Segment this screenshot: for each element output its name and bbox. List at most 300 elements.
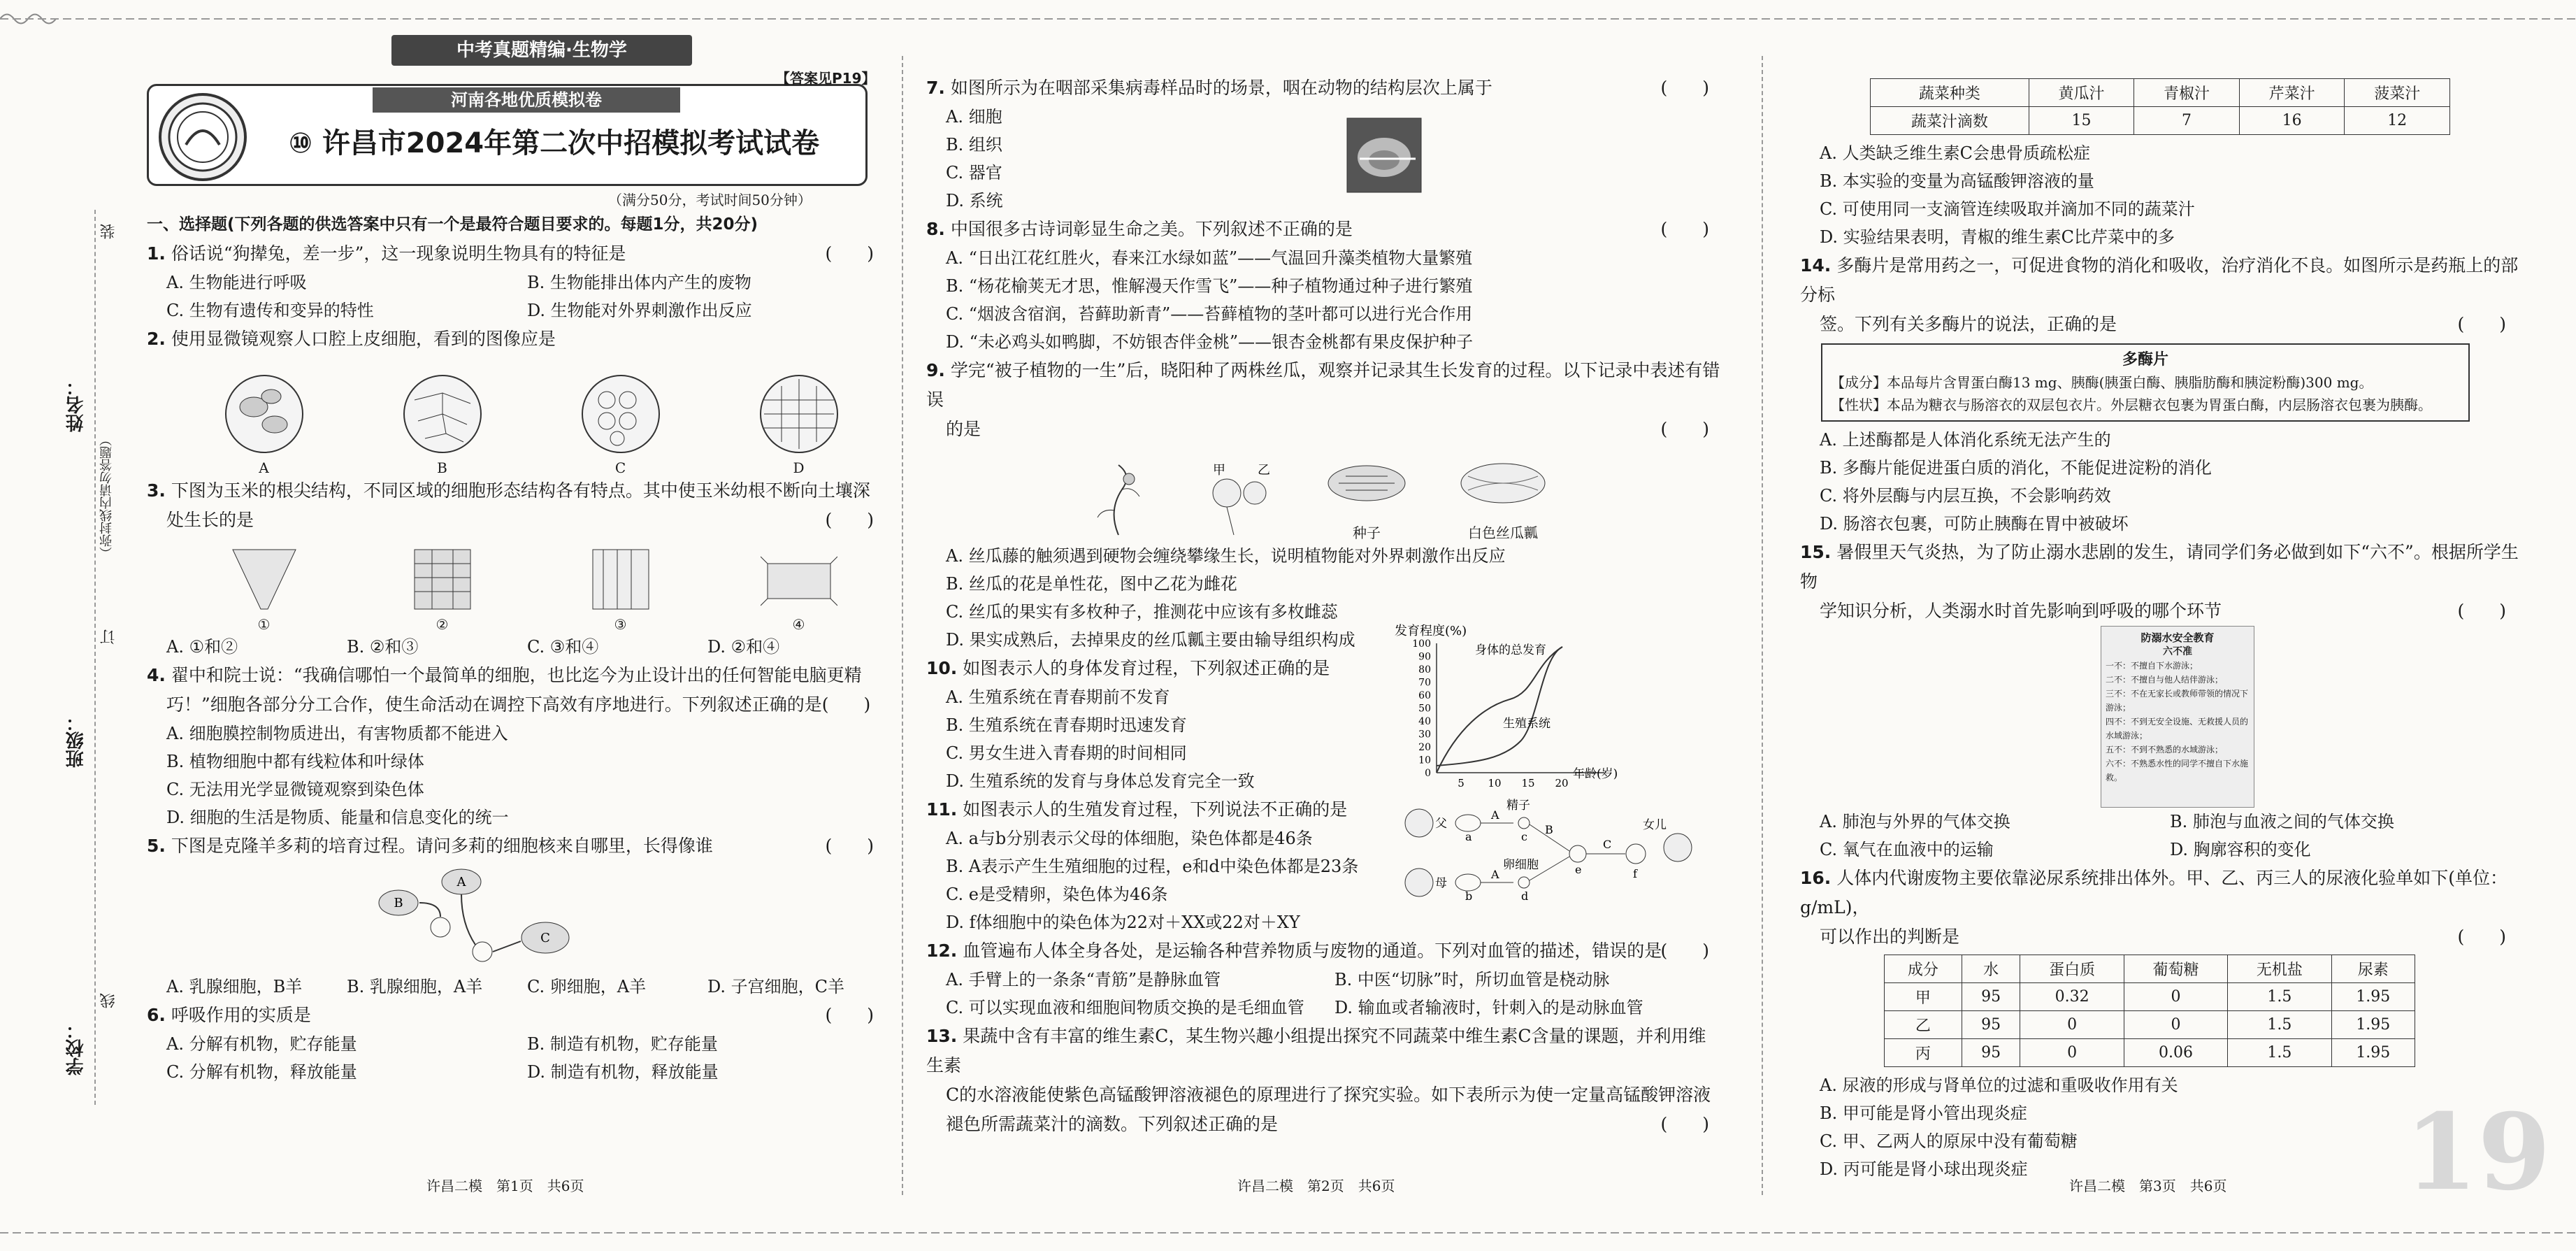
q11-option-d: D. f体细胞中的染色体为22对＋XX或22对＋XY — [946, 913, 1300, 932]
q7-block — [926, 103, 1723, 215]
root-cell-2-icon — [404, 543, 481, 613]
q16-urine-table — [1884, 955, 2415, 1067]
q7-stem: 如图所示为在咽部采集病毒样品时的场景，咽在动物的结构层次上属于 — [950, 78, 1492, 98]
q15-option-b: B. 肺泡与血液之间的气体交换 — [2170, 812, 2394, 831]
exam-meta: （满分50分，考试时间50分钟） — [608, 192, 812, 208]
q5-option-b: B. 乳腺细胞，A羊 — [347, 977, 483, 996]
q9-label-sponge: 白色丝瓜瓤 — [1468, 524, 1538, 541]
q5-number: 5. — [147, 836, 166, 856]
q1-option-c: C. 生物有遗传和变异的特性 — [166, 301, 374, 320]
q10-ytick-label: 30 — [1418, 729, 1431, 741]
q3-figure-2 — [404, 543, 481, 633]
q5-option-c: C. 卵细胞，A羊 — [527, 977, 647, 996]
q4-option-d: D. 细胞的生活是物质、能量和信息变化的统一 — [166, 808, 509, 827]
seal-mark-3: 线 — [100, 993, 117, 1008]
q13-answer-blank: ( ) — [1660, 1114, 1709, 1134]
q3-label-2: ② — [436, 616, 449, 633]
question-15 — [1800, 538, 2520, 596]
q11-block — [926, 795, 1723, 936]
q5-stem: 下图是克隆羊多莉的培育过程。请问多莉的细胞核来自哪里，长得像谁 — [171, 836, 713, 856]
table-cell: 蔬菜种类 — [1871, 79, 2029, 107]
loofah-vine-icon — [1087, 462, 1150, 538]
q16-answer-blank: ( ) — [2457, 927, 2506, 947]
question-6 — [147, 1001, 888, 1030]
poster-title: 防溺水安全教育 — [2140, 631, 2215, 644]
q15-stem: 暑假里天气炎热，为了防止溺水悲剧的发生，请同学们务必做到如下“六不”。根据所学生物 — [1800, 542, 2519, 592]
q15-options — [1800, 808, 2520, 864]
poster-line: 五不：不到不熟悉的水域游泳； — [2106, 745, 2224, 755]
q10-ytick-label: 70 — [1418, 677, 1431, 689]
q3-figure-4 — [761, 543, 837, 633]
q4-option-c: C. 无法用光学显微镜观察到染色体 — [166, 780, 424, 799]
q5-option-d: D. 子宫细胞，C羊 — [707, 977, 845, 996]
q2-label-d: D — [793, 459, 805, 476]
q9-option-d: D. 果实成熟后，去掉果皮的丝瓜瓤主要由输导组织构成 — [946, 630, 1355, 650]
table-cell: 乙 — [1885, 1011, 1962, 1039]
root-cell-4-icon — [761, 543, 837, 613]
q11-f: f — [1633, 867, 1637, 880]
q4-number: 4. — [147, 665, 166, 685]
question-3-cont — [147, 506, 888, 535]
table-cell: 蛋白质 — [2020, 955, 2124, 983]
seal-mark-1: 装 — [100, 224, 117, 239]
microscope-view-a-icon — [222, 372, 306, 456]
q7-option-b: B. 组织 — [946, 135, 1002, 155]
exam-title-box — [147, 84, 868, 186]
q13-stem-3: 褪色所需蔬菜汁的滴数。下列叙述正确的是 — [946, 1114, 1279, 1134]
q3-options — [147, 633, 888, 661]
table-row — [1885, 1011, 2415, 1039]
q3-label-4: ④ — [792, 616, 805, 633]
q13-option-c: C. 可使用同一支滴管连续吸取并滴加不同的蔬菜汁 — [1820, 199, 2195, 219]
binding-sidebar — [28, 210, 117, 1105]
microscope-view-c-icon — [579, 372, 663, 456]
q9-figures — [926, 444, 1723, 542]
class-label: 班级： — [66, 713, 87, 768]
q3-option-a: A. ①和② — [166, 637, 238, 657]
question-16 — [1800, 864, 2520, 922]
table-cell: 葡萄糖 — [2124, 955, 2227, 983]
q1-stem: 俗话说“狗撵兔，差一步”，这一现象说明生物具有的特征是 — [171, 243, 626, 264]
q2-number: 2. — [147, 329, 166, 349]
table-cell: 1.95 — [2331, 1011, 2415, 1039]
table-cell: 芹菜汁 — [2239, 79, 2345, 107]
q14-drug-label — [1821, 343, 2470, 422]
table-cell: 0.06 — [2124, 1039, 2227, 1067]
question-13 — [926, 1022, 1723, 1080]
q15-option-d: D. 胸廓容积的变化 — [2170, 840, 2311, 859]
q8-answer-blank: ( ) — [1660, 219, 1709, 239]
q10-option-b: B. 生殖系统在青春期时迅速发育 — [946, 715, 1187, 735]
bottom-wave-border — [0, 1224, 2576, 1242]
table-cell: 1.95 — [2331, 983, 2415, 1011]
q6-options — [147, 1030, 888, 1086]
q15-answer-blank: ( ) — [2457, 601, 2506, 621]
q10-xlabel: 年龄(岁) — [1573, 767, 1618, 781]
q16-option-c: C. 甲、乙两人的原尿中没有葡萄糖 — [1820, 1131, 2078, 1151]
q6-stem: 呼吸作用的实质是 — [171, 1005, 311, 1025]
q9-number: 9. — [926, 360, 945, 380]
table-cell: 1.5 — [2228, 983, 2331, 1011]
footer-page-3: 许昌二模 第3页 共6页 — [2069, 1178, 2227, 1194]
q9-label-seed: 种子 — [1353, 524, 1381, 541]
table-cell: 黄瓜汁 — [2029, 79, 2134, 107]
q14-stem: 多酶片是常用药之一，可促进食物的消化和吸收，治疗消化不良。如图所示是药瓶上的部分标 — [1800, 255, 2519, 305]
column-2 — [926, 73, 1723, 1188]
table-cell: 水 — [1962, 955, 2020, 983]
column-divider-2 — [1762, 56, 1763, 1195]
seal-line — [94, 210, 96, 1105]
q11-e: e — [1575, 863, 1582, 876]
table-cell: 12 — [2345, 107, 2450, 135]
q12-number: 12. — [926, 941, 958, 961]
q9-label-jia: 甲 — [1213, 463, 1225, 478]
poster-line: 三不：不在无家长或教师带领的情况下游泳； — [2106, 689, 2249, 713]
q3-option-b: B. ②和③ — [347, 637, 419, 657]
name-label: 姓名： — [66, 378, 87, 432]
q10-ytick-label: 80 — [1418, 664, 1431, 675]
q8-option-d: D. “未必鸡头如鸭脚，不妨银杏伴金桃”——银杏金桃都有果皮保护种子 — [946, 332, 1474, 352]
microscope-view-b-icon — [401, 372, 484, 456]
table-cell: 16 — [2239, 107, 2345, 135]
poster-line: 一不：不擅自下水游泳； — [2106, 661, 2199, 671]
q4-stem-2: 巧！”细胞各部分分工合作，使生命活动在调控下高效有序地进行。下列叙述正确的是( ) — [166, 694, 871, 715]
poster-subtitle: 六不准 — [2163, 646, 2192, 657]
q3-stem: 下图为玉米的根尖结构，不同区域的细胞形态结构各有特点。其中使玉米幼根不断向土壤深 — [171, 480, 870, 501]
q10-ytick-label: 20 — [1418, 742, 1431, 753]
q2-figure-b — [401, 372, 484, 476]
q11-A1: A — [1491, 808, 1499, 822]
q13-stem: 果蔬中含有丰富的维生素C，某生物兴趣小组提出探究不同蔬菜中维生素C含量的课题，并利用维生素 — [926, 1026, 1706, 1075]
q15-stem-2: 学知识分析，人类溺水时首先影响到呼吸的哪个环节 — [1820, 601, 2222, 621]
q8-number: 8. — [926, 219, 945, 239]
exam-title — [289, 121, 819, 161]
q10-xticks — [1458, 777, 1568, 789]
q14-option-c: C. 将外层酶与内层互换，不会影响药效 — [1820, 486, 2111, 506]
q10-ytick-label: 50 — [1418, 703, 1431, 715]
q10-option-d: D. 生殖系统的发育与身体总发育完全一致 — [946, 771, 1255, 791]
q9-stem-2: 的是 — [946, 419, 981, 439]
table-cell: 15 — [2029, 107, 2134, 135]
table-cell: 0.32 — [2020, 983, 2124, 1011]
q10-xtick-label: 5 — [1458, 777, 1465, 789]
q9-vine — [1087, 462, 1150, 542]
table-cell: 甲 — [1885, 983, 1962, 1011]
column-divider-1 — [902, 56, 903, 1195]
table-cell: 1.95 — [2331, 1039, 2415, 1067]
q14-answer-blank: ( ) — [2457, 314, 2506, 334]
question-13-cont — [926, 1110, 1723, 1139]
q11-C: C — [1603, 838, 1612, 851]
q16-table-header — [1885, 955, 2415, 983]
q4-option-a: A. 细胞膜控制物质进出，有害物质都不能进入 — [166, 724, 508, 743]
mother-avatar-icon — [1405, 868, 1433, 896]
q16-option-b: B. 甲可能是肾小管出现炎症 — [1820, 1103, 2027, 1123]
q3-figure-1 — [226, 543, 303, 633]
q2-label-b: B — [437, 459, 447, 476]
q6-option-a: A. 分解有机物，贮存能量 — [166, 1034, 357, 1054]
q6-option-c: C. 分解有机物，释放能量 — [166, 1062, 357, 1082]
q12-answer-blank: ( ) — [1660, 941, 1709, 961]
q10-number: 10. — [926, 658, 958, 678]
q11-option-c: C. e是受精卵，染色体为46条 — [946, 885, 1168, 904]
q13-table-header — [1871, 79, 2450, 107]
poster-line: 六不：不熟悉水性的同学不擅自下水施救。 — [2106, 759, 2249, 782]
q5-options — [147, 973, 888, 1001]
q10-option-a: A. 生殖系统在青春期前不发育 — [946, 687, 1170, 707]
q14-stem-2: 签。下列有关多酶片的说法，正确的是 — [1820, 314, 2117, 334]
daughter-avatar-icon — [1664, 834, 1692, 862]
q15-option-c: C. 氧气在血液中的运输 — [1820, 840, 1994, 859]
drug-label-title: 多酶片 — [2122, 351, 2168, 369]
question-16-cont — [1800, 922, 2520, 952]
q10-ytick-label: 40 — [1418, 716, 1431, 727]
q11-option-a: A. a与b分别表示父母的体细胞，染色体都是46条 — [946, 829, 1313, 848]
q5-label-b: B — [394, 896, 403, 910]
question-4 — [147, 661, 888, 690]
question-7 — [926, 73, 1723, 103]
q13-table — [1870, 78, 2450, 135]
q12-option-a: A. 手臂上的一条条“青筋”是静脉血管 — [946, 970, 1221, 989]
q11-sperm: 精子 — [1506, 799, 1530, 813]
q8-stem: 中国很多古诗词彰显生命之美。下列叙述不正确的是 — [950, 219, 1353, 239]
q1-option-b: B. 生物能排出体内产生的废物 — [527, 273, 751, 292]
q11-father: 父 — [1435, 817, 1447, 831]
drug-label-ingredient: 【成分】本品每片含胃蛋白酶13 mg、胰酶(胰蛋白酶、胰脂肪酶和胰淀粉酶)300 mg。 — [1831, 374, 2373, 391]
q14-option-d: D. 肠溶衣包裹，可防止胰酶在胃中被破坏 — [1820, 514, 2129, 534]
q14-option-b: B. 多酶片能促进蛋白质的消化，不能促进淀粉的消化 — [1820, 458, 2212, 478]
question-14-cont — [1800, 310, 2520, 339]
q9-option-c: C. 丝瓜的果实有多枚种子，推测花中应该有多枚雌蕊 — [946, 602, 1338, 622]
logo-icon — [161, 96, 244, 178]
q14-number: 14. — [1800, 255, 1832, 276]
q11-stem: 如图表示人的生殖发育过程，下列说法不正确的是 — [963, 799, 1348, 820]
q11-c: c — [1521, 830, 1527, 843]
q1-answer-blank: ( ) — [825, 243, 874, 264]
table-cell: 蔬菜汁滴数 — [1871, 107, 2029, 135]
q16-number: 16. — [1800, 868, 1832, 888]
q7-option-c: C. 器官 — [946, 163, 1002, 183]
q11-d: d — [1521, 889, 1529, 903]
seal-mark-2: 订 — [100, 629, 117, 645]
question-9-cont — [926, 415, 1723, 444]
q9-option-b: B. 丝瓜的花是单性花，图中乙花为雌花 — [946, 574, 1237, 594]
q12-option-c: C. 可以实现血液和细胞间物质交换的是毛细血管 — [946, 998, 1304, 1017]
answer-reference: 【答案见P19】 — [776, 70, 876, 87]
question-8 — [926, 215, 1723, 244]
q10-line1-label: 身体的总发育 — [1475, 643, 1546, 657]
q11-egg: 卵细胞 — [1503, 858, 1539, 872]
q8-option-b: B. “杨花榆荚无才思，惟解漫天作雪飞”——种子植物通过种子进行繁殖 — [946, 276, 1473, 296]
q5-label-a: A — [456, 875, 466, 889]
q15-number: 15. — [1800, 542, 1832, 562]
q12-option-d: D. 输血或者输液时，针刺入的是动脉血管 — [1334, 998, 1643, 1017]
q6-option-d: D. 制造有机物，释放能量 — [527, 1062, 719, 1082]
q6-option-b: B. 制造有机物，贮存能量 — [527, 1034, 718, 1054]
table-row — [1885, 1039, 2415, 1067]
q10-stem: 如图表示人的身体发育过程，下列叙述正确的是 — [963, 658, 1330, 678]
table-cell: 0 — [2020, 1039, 2124, 1067]
father-avatar-icon — [1405, 809, 1433, 837]
root-cell-1-icon — [226, 543, 303, 613]
drug-label-trait: 【性状】本品为糖衣与肠溶衣的双层包衣片。外层糖衣包裹为胃蛋白酶，内层肠溶衣包裹为胰酶。 — [1831, 396, 2432, 413]
question-2 — [147, 324, 888, 354]
table-cell: 95 — [1962, 1011, 2020, 1039]
q5-label-c: C — [540, 931, 550, 945]
q14-option-a: A. 上述酶都是人体消化系统无法产生的 — [1820, 430, 2111, 450]
q10-growth-chart — [1388, 622, 1653, 797]
q11-daughter: 女儿 — [1643, 818, 1667, 832]
q12-stem: 血管遍布人体全身各处，是运输各种营养物质与废物的通道。下列对血管的描述，错误的是 — [963, 941, 1662, 961]
table-cell: 0 — [2124, 1011, 2227, 1039]
q4-option-b: B. 植物细胞中都有线粒体和叶绿体 — [166, 752, 424, 771]
q12-options — [926, 966, 1723, 1022]
q10-ylabel: 发育程度(%) — [1395, 624, 1467, 638]
table-cell: 丙 — [1885, 1039, 1962, 1067]
q11-mother: 母 — [1435, 876, 1447, 890]
q8-option-a: A. “日出江花红胜火，春来江水绿如蓝”——气温回升藻类植物大量繁殖 — [946, 248, 1473, 268]
series-title: 中考真题精编·生物学 — [391, 35, 692, 66]
q3-option-c: C. ③和④ — [527, 637, 599, 657]
q16-stem-2: 可以作出的判断是 — [1820, 927, 1960, 947]
q9-answer-blank: ( ) — [1660, 419, 1709, 439]
q4-stem: 翟中和院士说：“我确信哪怕一个最简单的细胞，也比迄今为止设计出的任何智能电脑更精 — [171, 665, 862, 685]
q10-xtick-label: 10 — [1488, 777, 1502, 789]
q15-safety-poster — [2101, 626, 2254, 808]
question-3 — [147, 476, 888, 506]
q11-number: 11. — [926, 799, 958, 820]
root-cell-3-icon — [582, 543, 659, 613]
table-cell: 成分 — [1885, 955, 1962, 983]
q8-option-c: C. “烟波含宿润，苔藓助新青”——苔藓植物的茎叶都可以进行光合作用 — [946, 304, 1473, 324]
publisher-logo — [159, 93, 247, 181]
q3-figure-3 — [582, 543, 659, 633]
q6-number: 6. — [147, 1005, 166, 1025]
column-1 — [147, 210, 888, 1188]
column-3 — [1800, 78, 2520, 1188]
q2-figure-c — [579, 372, 663, 476]
q11-A2: A — [1491, 868, 1499, 881]
question-1 — [147, 239, 888, 269]
title-text: 许昌市2024年第二次中招模拟考试试卷 — [322, 127, 820, 159]
q11-b: b — [1465, 889, 1473, 903]
q1-number: 1. — [147, 243, 166, 264]
q11-option-b: B. A表示产生生殖细胞的过程，e和d中染色体都是23条 — [946, 857, 1359, 876]
q11-B: B — [1545, 823, 1553, 836]
question-9 — [926, 356, 1723, 415]
table-cell: 尿素 — [2331, 955, 2415, 983]
question-5 — [147, 831, 888, 861]
footer-page-2: 许昌二模 第2页 共6页 — [1237, 1178, 1395, 1194]
table-cell: 1.5 — [2228, 1011, 2331, 1039]
question-14 — [1800, 251, 2520, 310]
loofah-fruit-icon — [1325, 455, 1409, 518]
q5-clone-diagram — [147, 861, 888, 973]
q2-figure-d — [757, 372, 841, 476]
q9-label-yi: 乙 — [1258, 463, 1270, 478]
q7-option-a: A. 细胞 — [946, 107, 1002, 127]
q10-xtick-label: 15 — [1521, 777, 1535, 789]
loofah-flowers-icon — [1199, 462, 1276, 538]
q2-label-a: A — [259, 459, 269, 476]
q6-answer-blank: ( ) — [825, 1005, 874, 1025]
clone-sheep-icon — [357, 861, 608, 973]
q13-option-d: D. 实验结果表明，青椒的维生素C比芹菜中的多 — [1820, 227, 2175, 247]
q10-body-line — [1437, 647, 1562, 773]
microscope-view-d-icon — [757, 372, 841, 456]
q3-label-3: ③ — [614, 616, 627, 633]
q16-option-d: D. 丙可能是肾小球出现炎症 — [1820, 1159, 2028, 1179]
q10-ytick-label: 100 — [1412, 638, 1431, 650]
q13-number: 13. — [926, 1026, 958, 1046]
table-cell: 0 — [2124, 983, 2227, 1011]
table-cell: 7 — [2134, 107, 2240, 135]
q11-a: a — [1465, 830, 1472, 843]
q9-stem: 学完“被子植物的一生”后，晓阳种了两株丝瓜，观察并记录其生长发育的过程。以下记录中表述有错误 — [926, 360, 1720, 410]
page-number: 19 — [2405, 1091, 2551, 1214]
q13-option-b: B. 本实验的变量为高锰酸钾溶液的量 — [1820, 171, 2094, 191]
q2-stem: 使用显微镜观察人口腔上皮细胞，看到的图像应是 — [171, 329, 556, 349]
q3-answer-blank: ( ) — [825, 510, 874, 530]
q3-label-1: ① — [257, 616, 271, 633]
table-cell: 95 — [1962, 983, 2020, 1011]
q2-figures — [147, 354, 888, 476]
q9-seeds — [1325, 455, 1409, 542]
q5-answer-blank: ( ) — [825, 836, 874, 856]
question-15-cont — [1800, 596, 2520, 626]
q3-stem-2: 处生长的是 — [166, 510, 254, 530]
q3-option-d: D. ②和④ — [707, 637, 780, 657]
table-cell: 0 — [2020, 1011, 2124, 1039]
q16-option-a: A. 尿液的形成与肾单位的过滤和重吸收作用有关 — [1820, 1075, 2178, 1095]
seal-note: （弥封线内请勿答题） — [99, 434, 114, 559]
q10-option-c: C. 男女生进入青春期的时间相同 — [946, 743, 1187, 763]
q3-number: 3. — [147, 480, 166, 501]
q10-ytick-label: 60 — [1418, 690, 1431, 701]
loofah-sponge-icon — [1458, 455, 1548, 518]
table-cell: 菠菜汁 — [2345, 79, 2450, 107]
table-cell: 无机盐 — [2228, 955, 2331, 983]
q3-figures — [147, 535, 888, 633]
q2-figure-a — [222, 372, 306, 476]
q7-option-d: D. 系统 — [946, 191, 1003, 210]
q5-option-a: A. 乳腺细胞，B羊 — [166, 977, 303, 996]
footer-page-1: 许昌二模 第1页 共6页 — [426, 1178, 584, 1194]
table-row — [1885, 983, 2415, 1011]
q7-number: 7. — [926, 78, 945, 98]
top-wave-border — [0, 10, 2576, 28]
table-cell: 95 — [1962, 1039, 2020, 1067]
q10-ytick-label: 0 — [1425, 768, 1431, 779]
q9-sponge — [1458, 455, 1548, 542]
question-12 — [926, 936, 1723, 966]
title-number: ⑩ — [289, 127, 312, 159]
q10-yticks — [1412, 638, 1431, 779]
q9-flowers — [1199, 462, 1276, 542]
q13-stem-2: C的水溶液能使紫色高锰酸钾溶液褪色的原理进行了探究实验。如下表所示为使一定量高锰酸钾溶液 — [946, 1085, 1711, 1105]
q15-option-a: A. 肺泡与外界的气体交换 — [1820, 812, 2010, 831]
table-cell: 1.5 — [2228, 1039, 2331, 1067]
q10-line2-label: 生殖系统 — [1503, 717, 1550, 731]
poster-line: 四不：不到无安全设施、无救援人员的水域游泳； — [2106, 717, 2249, 741]
q7-answer-blank: ( ) — [1660, 78, 1709, 98]
q2-label-c: C — [614, 459, 626, 476]
q9-option-a: A. 丝瓜藤的触须遇到硬物会缠绕攀缘生长，说明植物能对外界刺激作出反应 — [946, 546, 1506, 566]
q1-option-d: D. 生物能对外界刺激作出反应 — [527, 301, 752, 320]
q1-options — [147, 269, 888, 324]
poster-line: 二不：不擅自与他人结伴游泳； — [2106, 675, 2224, 685]
q10-ytick-label: 10 — [1418, 755, 1431, 766]
